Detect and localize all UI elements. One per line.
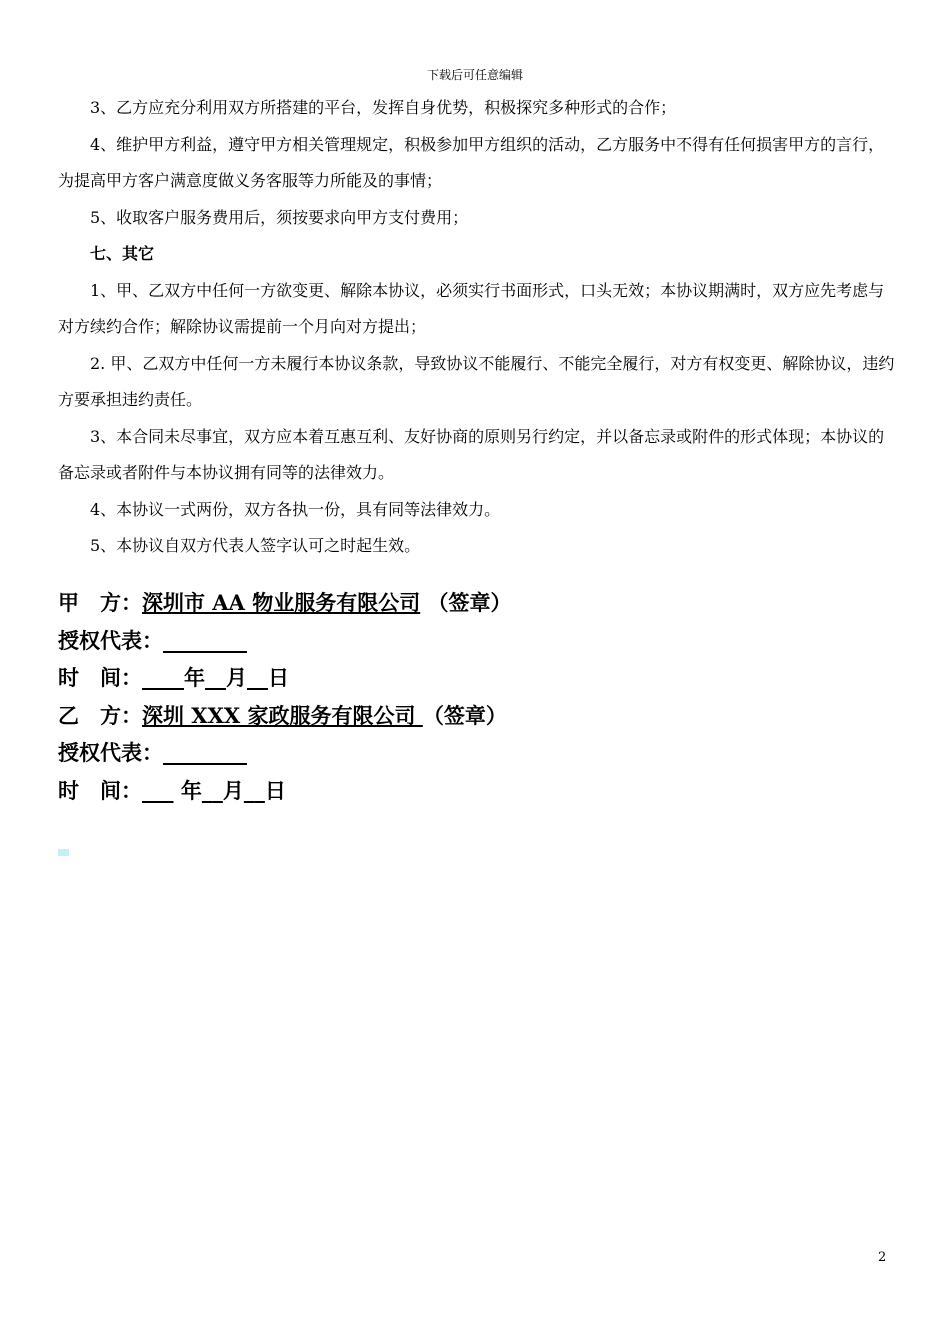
party-a-day-blank: __	[247, 665, 268, 690]
other-clause-2: 2. 甲、乙双方中任何一方未履行本协议条款，导致协议不能履行、不能完全履行，对方有权变更、解除协议，违约方要承担违约责任。	[58, 353, 895, 409]
party-b-rep-blank: ________	[163, 740, 247, 765]
section-heading-other: 七、其它	[90, 244, 155, 263]
party-b-time-label: 时 间：	[58, 777, 142, 803]
party-b-rep-label: 授权代表：	[58, 740, 163, 765]
clause-5: 5、收取客户服务费用后，须按要求向甲方支付费用；	[90, 207, 469, 227]
party-b-year-blank: ___	[142, 777, 181, 803]
party-b-day-blank: __	[243, 777, 265, 803]
document-body	[58, 90, 900, 565]
page-number: 2	[878, 1250, 887, 1265]
party-b-day: 日	[264, 777, 286, 803]
party-b-time-line	[58, 772, 900, 810]
party-a-year: 年	[184, 665, 205, 690]
page-header: 下载后可任意编辑	[426, 68, 523, 82]
party-a-rep-line	[58, 622, 900, 660]
signature-block	[58, 584, 900, 809]
party-a-rep-label: 授权代表：	[58, 627, 163, 653]
party-a-seal: （签章）	[420, 590, 512, 615]
party-b-seal: （签章）	[422, 702, 507, 728]
other-clause-5: 5、本协议自双方代表人签字认可之时起生效。	[90, 536, 421, 555]
party-b-month: 月	[222, 777, 244, 803]
party-a-day: 日	[268, 665, 289, 690]
party-a-year-blank: ____	[142, 665, 184, 690]
other-clause-3: 3、本合同未尽事宜，双方应本着互惠互利、友好协商的原则另行约定，并以备忘录或附件的形式体现；本协议的备忘录或者附件与本协议拥有同等的法律效力。	[58, 426, 885, 482]
text-cursor-marker	[58, 849, 69, 856]
party-b-name: 深圳 XXX 家政服务有限公司	[142, 702, 423, 728]
clause-4: 4、维护甲方利益，遵守甲方相关管理规定，积极参加甲方组织的活动，乙方服务中不得有任何损害甲方的言行，为提高甲方客户满意度做义务客服等力所能及的事情；	[58, 134, 885, 190]
party-a-month: 月	[226, 665, 247, 690]
other-clause-4: 4、本协议一式两份，双方各执一份，具有同等法律效力。	[90, 499, 501, 519]
clause-3: 3、乙方应充分利用双方所搭建的平台，发挥自身优势，积极探究多种形式的合作；	[90, 98, 677, 117]
party-a-time-label: 时 间：	[58, 665, 142, 690]
party-a-month-blank: __	[205, 665, 226, 690]
party-a-label: 甲 方：	[58, 590, 142, 615]
party-a-name: 深圳市 AA 物业服务有限公司	[142, 590, 421, 615]
party-b-label: 乙 方：	[58, 702, 142, 728]
party-b-month-blank: __	[201, 777, 223, 803]
party-a-rep-blank: ________	[163, 627, 247, 653]
party-b-rep-line	[58, 734, 900, 772]
party-b-line	[58, 697, 900, 735]
party-a-time-line	[58, 659, 900, 697]
party-b-year: 年	[180, 777, 202, 803]
party-a-line	[58, 584, 900, 622]
other-clause-1: 1、甲、乙双方中任何一方欲变更、解除本协议，必须实行书面形式，口头无效；本协议期满时，双方应先考虑与对方续约合作；解除协议需提前一个月向对方提出；	[58, 280, 885, 336]
